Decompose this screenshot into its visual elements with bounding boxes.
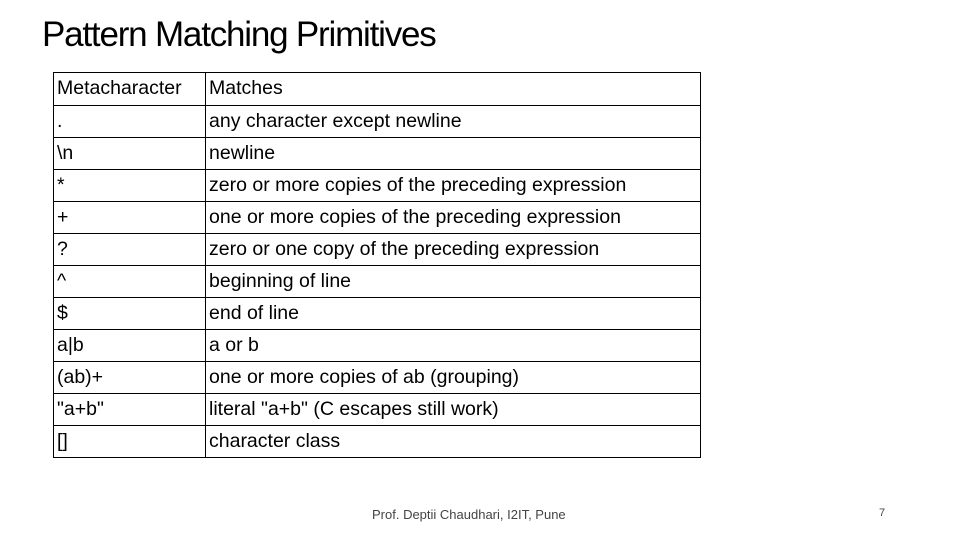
metacharacter-cell: "a+b" bbox=[54, 394, 206, 426]
slide-title: Pattern Matching Primitives bbox=[42, 15, 436, 54]
table-row bbox=[54, 170, 701, 202]
page-number: 7 bbox=[879, 507, 886, 519]
table-row bbox=[54, 266, 701, 298]
matches-cell: beginning of line bbox=[206, 266, 701, 298]
footer-credit: Prof. Deptii Chaudhari, I2IT, Pune bbox=[372, 507, 566, 522]
table-row bbox=[54, 202, 701, 234]
metacharacter-cell: + bbox=[54, 202, 206, 234]
metacharacter-cell: . bbox=[54, 106, 206, 138]
metacharacter-cell: [] bbox=[54, 426, 206, 458]
table-row bbox=[54, 362, 701, 394]
table-row bbox=[54, 330, 701, 362]
matches-cell: any character except newline bbox=[206, 106, 701, 138]
header-metacharacter: Metacharacter bbox=[54, 73, 206, 106]
table-row bbox=[54, 426, 701, 458]
metacharacter-table bbox=[53, 72, 701, 458]
table-header-row bbox=[54, 73, 701, 106]
matches-cell: zero or one copy of the preceding expression bbox=[206, 234, 701, 266]
matches-cell: character class bbox=[206, 426, 701, 458]
table-row bbox=[54, 234, 701, 266]
matches-cell: zero or more copies of the preceding expression bbox=[206, 170, 701, 202]
matches-cell: end of line bbox=[206, 298, 701, 330]
table-row bbox=[54, 138, 701, 170]
metacharacter-cell: * bbox=[54, 170, 206, 202]
metacharacter-cell: a|b bbox=[54, 330, 206, 362]
table-row bbox=[54, 106, 701, 138]
matches-cell: literal "a+b" (C escapes still work) bbox=[206, 394, 701, 426]
matches-cell: one or more copies of the preceding expression bbox=[206, 202, 701, 234]
table-row bbox=[54, 394, 701, 426]
matches-cell: one or more copies of ab (grouping) bbox=[206, 362, 701, 394]
metacharacter-cell: \n bbox=[54, 138, 206, 170]
header-matches: Matches bbox=[206, 73, 701, 106]
metacharacter-cell: (ab)+ bbox=[54, 362, 206, 394]
metacharacter-cell: $ bbox=[54, 298, 206, 330]
table-row bbox=[54, 298, 701, 330]
matches-cell: newline bbox=[206, 138, 701, 170]
metacharacter-cell: ^ bbox=[54, 266, 206, 298]
metacharacter-cell: ? bbox=[54, 234, 206, 266]
matches-cell: a or b bbox=[206, 330, 701, 362]
